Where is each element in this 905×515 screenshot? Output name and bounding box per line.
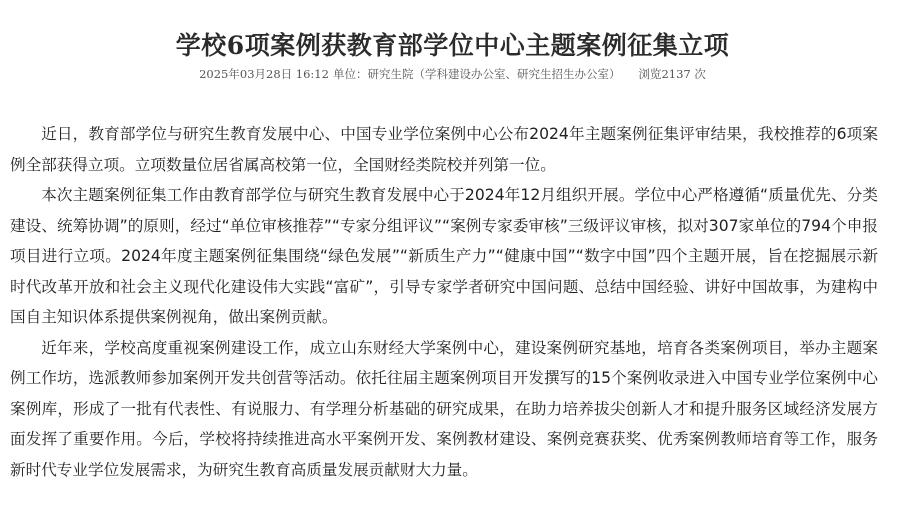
article-title: 学校6项案例获教育部学位中心主题案例征集立项 [175, 30, 730, 60]
article-paragraph: 本次主题案例征集工作由教育部学位与研究生教育发展中心于2024年12月组织开展。学位中心严格遵循“质量优先、分类建设、统筹协调”的原则，经过“单位审核推荐”“专家分组评议”“案例专家委审核”三级评议审核，拟对307家单位的794个申报项目进行立项。2024年度主题案例征集围绕“绿色发展”“新质生产力”“健康中国”“数字中国”四个主题开展，旨在挖掘展示新时代改革开放和社会主义现代化建设伟大实践“富矿”，引导专家学者研究中国问题、总结中国经验、讲好中国故事，为建构中国自主知识体系提供案例视角，做出案例贡献。 [10, 186, 878, 326]
article-meta [0, 66, 905, 82]
view-count: 浏览2137 次 [638, 67, 706, 81]
article-paragraph: 近日，教育部学位与研究生教育发展中心、中国专业学位案例中心公布2024年主题案例征集评审结果，我校推荐的6项案例全部获得立项。立项数量位居省属高校第一位，全国财经类院校并列第一位。 [10, 125, 878, 174]
article-body [10, 119, 878, 485]
publish-datetime: 2025年03月28日 16:12 [199, 67, 329, 81]
publishing-unit: 单位：研究生院（学科建设办公室、研究生招生办公室） [332, 67, 621, 81]
article-paragraph: 近年来，学校高度重视案例建设工作，成立山东财经大学案例中心，建设案例研究基地，培育各类案例项目，举办主题案例工作坊，选派教师参加案例开发共创营等活动。依托往届主题案例项目开发撰写的15个案例收录进入中国专业学位案例中心案例库，形成了一批有代表性、有说服力、有学理分析基础的研究成果，在助力培养拔尖创新人才和提升服务区域经济发展方面发挥了重要作用。今后，学校将持续推进高水平案例开发、案例教材建设、案例竞赛获奖、优秀案例教师培育等工作，服务新时代专业学位发展需求，为研究生教育高质量发展贡献财大力量。 [10, 338, 878, 479]
